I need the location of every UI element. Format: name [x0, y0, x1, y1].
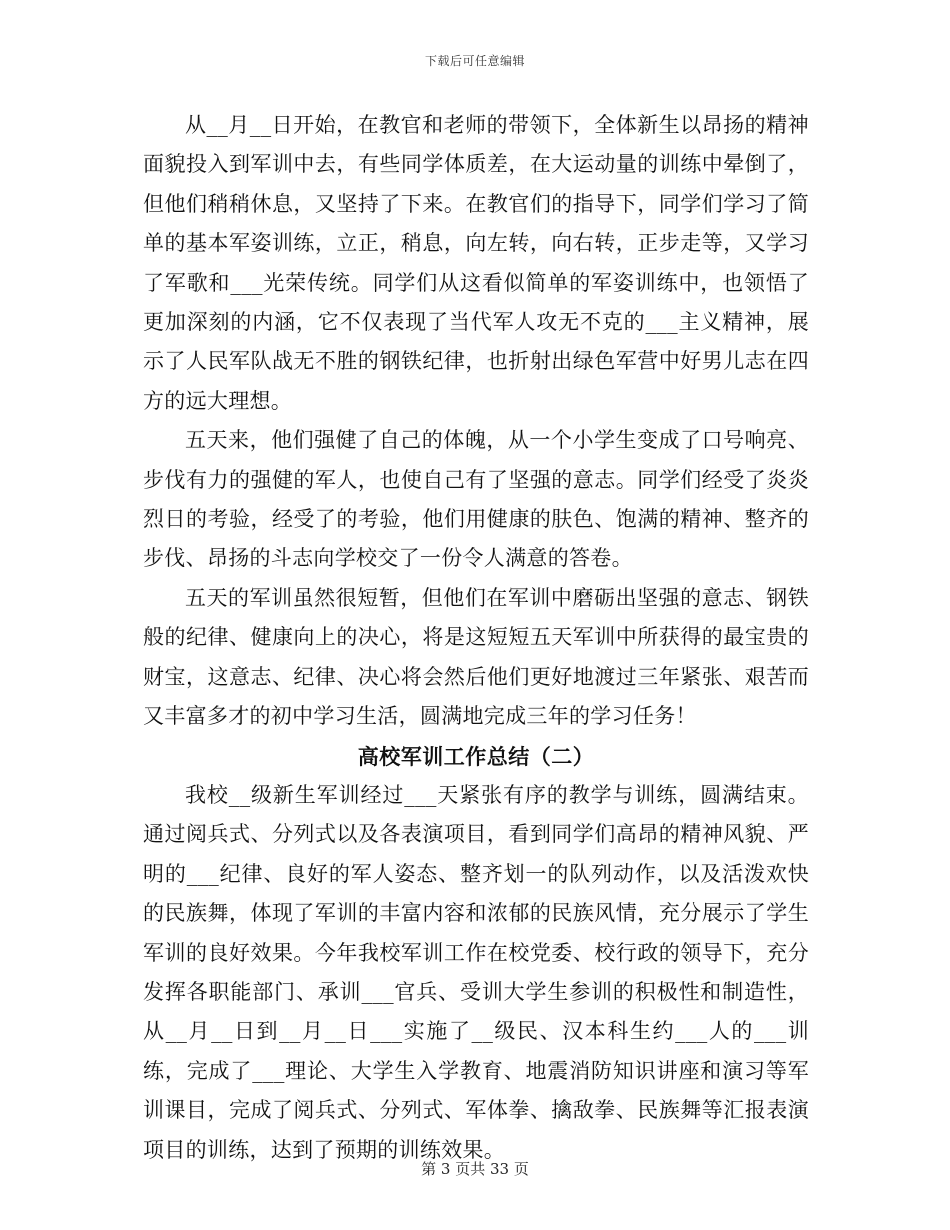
paragraph-summary: 我校__级新生军训经过___天紧张有序的教学与训练，圆满结束。通过阅兵式、分列式以及各表演项目，看到同学们高昂的精神风貌、严明的___纪律、良好的军人姿态、整齐划一的队列动作，以及活泼欢快的民族舞，体现了军训的丰富内容和浓郁的民族风情，充分展示了学生军训的良好效果。今年我校军训工作在校党委、校行政的领导下，充分发挥各职能部门、承训___官兵、受训大学生参训的积极性和制造性，从__月__日到__月__日___实施了__级民、汉本科生约___人的___训练，完成了___理论、大学生入学教育、地震消防知识讲座和演习等军训课目，完成了阅兵式、分列式、军体拳、擒敌拳、民族舞等汇报表演项目的训练，达到了预期的训练效果。 — [143, 782, 809, 1162]
paragraph-training-start: 从__月__日开始，在教官和老师的带领下，全体新生以昂扬的精神面貌投入到军训中去，有些同学体质差，在大运动量的训练中晕倒了，但他们稍稍休息，又坚持了下来。在教官们的指导下，同学们学习了简单的基本军姿训练，立正，稍息，向左转，向右转，正步走等，又学习了军歌和___光荣传统。同学们从这看似简单的军姿训练中，也领悟了更加深刻的内涵，它不仅表现了当代军人攻无不克的___主义精神，展示了人民军队战无不胜的钢铁纪律，也折射出绿色军营中好男儿志在四方的远大理想。 — [143, 113, 809, 413]
paragraph-five-days: 五天来，他们强健了自己的体魄，从一个小学生变成了口号响亮、步伐有力的强健的军人，也使自己有了坚强的意志。同学们经受了炎炎烈日的考验，经受了的考验，他们用健康的肤色、饱满的精神、整齐的步伐、昂扬的斗志向学校交了一份令人满意的答卷。 — [143, 428, 809, 571]
page-number: 第 3 页共 33 页 — [421, 1160, 529, 1178]
document-body — [143, 106, 809, 1170]
section-title: 高校军训工作总结（二） — [357, 743, 595, 769]
page-header-note: 下载后可任意编辑 — [424, 54, 525, 68]
paragraph-conclusion: 五天的军训虽然很短暂，但他们在军训中磨砺出坚强的意志、钢铁般的纪律、健康向上的决心，将是这短短五天军训中所获得的最宝贵的财宝，这意志、纪律、决心将会然后他们更好地渡过三年紧张、艰苦而又丰富多才的初中学习生活，圆满地完成三年的学习任务！ — [143, 585, 809, 729]
